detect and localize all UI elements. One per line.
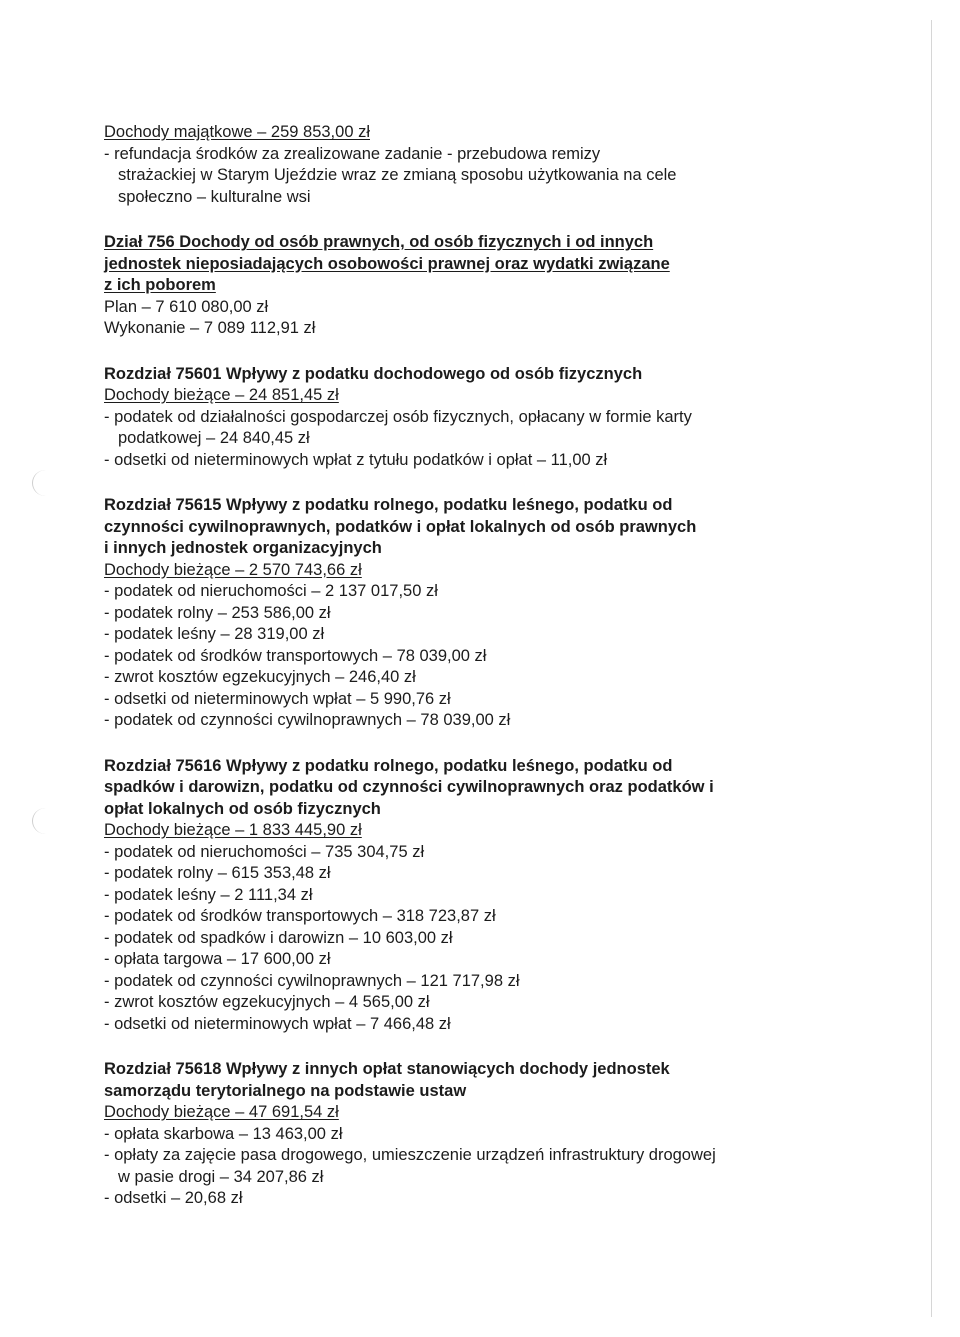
item-line: - zwrot kosztów egzekucyjnych – 4 565,00 zł (104, 993, 430, 1011)
item-line: - podatek od czynności cywilnoprawnych – 121 717,98 zł (104, 971, 520, 990)
section-title: Rozdział 75618 Wpływy z innych opłat stanowiących dochody jednostek (104, 1060, 670, 1078)
item-line: - zwrot kosztów egzekucyjnych – 246,40 zł (104, 668, 416, 686)
section-title: Dział 756 Dochody od osób prawnych, od osób fizycznych i od innych (104, 233, 654, 251)
plan-value: Plan – 7 610 080,00 zł (104, 297, 269, 316)
section-title: czynności cywilnoprawnych, podatków i opłat lokalnych od osób prawnych (104, 517, 697, 536)
section-title: Rozdział 75601 Wpływy z podatku dochodowego od osób fizycznych (104, 364, 643, 383)
item-line: - odsetki – 20,68 zł (104, 1189, 243, 1207)
item-line: w pasie drogi – 34 207,86 zł (118, 1167, 324, 1186)
item-line: - podatek leśny – 28 319,00 zł (104, 625, 325, 643)
item-line: - podatek od nieruchomości – 2 137 017,50 zł (104, 582, 438, 600)
item-line: - odsetki od nieterminowych wpłat z tytułu podatków i opłat – 11,00 zł (104, 450, 608, 469)
section-dochody-majatkowe (104, 122, 804, 208)
section-subtitle: Dochody bieżące – 1 833 445,90 zł (104, 821, 362, 839)
item-line: - opłaty za zajęcie pasa drogowego, umieszczenie urządzeń infrastruktury drogowej (104, 1146, 716, 1164)
item-line: - odsetki od nieterminowych wpłat – 5 990,76 zł (104, 689, 451, 708)
item-line: strażackiej w Starym Ujeździe wraz ze zmianą sposobu użytkowania na cele (118, 166, 677, 184)
section-dzial-756 (104, 232, 804, 340)
section-title: Rozdział 75615 Wpływy z podatku rolnego, podatku leśnego, podatku od (104, 496, 673, 514)
item-line: - podatek od środków transportowych – 78 039,00 zł (104, 646, 487, 665)
item-line: - podatek od nieruchomości – 735 304,75 zł (104, 842, 425, 861)
item-line: - refundacja środków za zrealizowane zadanie - przebudowa remizy (104, 144, 601, 163)
item-line: - podatek od czynności cywilnoprawnych – 78 039,00 zł (104, 711, 511, 729)
wykonanie-value: Wykonanie – 7 089 112,91 zł (104, 319, 316, 337)
section-title: Rozdział 75616 Wpływy z podatku rolnego, podatku leśnego, podatku od (104, 756, 673, 775)
item-line: społeczno – kulturalne wsi (118, 187, 311, 206)
item-line: - odsetki od nieterminowych wpłat – 7 466,48 zł (104, 1014, 451, 1033)
section-rozdzial-75618 (104, 1059, 804, 1210)
section-title: samorządu terytorialnego na podstawie ustaw (104, 1081, 467, 1100)
punch-hole-mark (32, 808, 59, 834)
item-line: - podatek rolny – 615 353,48 zł (104, 864, 331, 882)
section-subtitle: Dochody bieżące – 2 570 743,66 zł (104, 560, 362, 579)
section-rozdzial-75615 (104, 495, 804, 732)
section-title: z ich poborem (104, 276, 216, 294)
item-line: - podatek leśny – 2 111,34 zł (104, 885, 313, 904)
section-rozdzial-75616 (104, 756, 804, 1036)
section-rozdzial-75601 (104, 364, 804, 472)
section-title: spadków i darowizn, podatku od czynności cywilnoprawnych oraz podatków i (104, 778, 714, 796)
item-line: podatkowej – 24 840,45 zł (118, 429, 310, 447)
item-line: - opłata targowa – 17 600,00 zł (104, 950, 331, 968)
section-title: opłat lokalnych od osób fizycznych (104, 799, 381, 818)
section-subtitle: Dochody bieżące – 47 691,54 zł (104, 1103, 339, 1121)
section-title: i innych jednostek organizacyjnych (104, 539, 382, 557)
section-title: jednostek nieposiadających osobowości prawnej oraz wydatki związane (104, 254, 670, 273)
item-line: - opłata skarbowa – 13 463,00 zł (104, 1124, 343, 1143)
section-subtitle: Dochody majątkowe – 259 853,00 zł (104, 123, 370, 141)
item-line: - podatek od środków transportowych – 318 723,87 zł (104, 907, 496, 925)
section-subtitle: Dochody bieżące – 24 851,45 zł (104, 386, 339, 404)
page-fold-line (931, 20, 932, 1317)
item-line: - podatek rolny – 253 586,00 zł (104, 603, 331, 622)
item-line: - podatek od działalności gospodarczej osób fizycznych, opłacany w formie karty (104, 407, 692, 426)
punch-hole-mark (32, 470, 59, 496)
item-line: - podatek od spadków i darowizn – 10 603,00 zł (104, 928, 453, 947)
document-body (104, 122, 804, 1234)
